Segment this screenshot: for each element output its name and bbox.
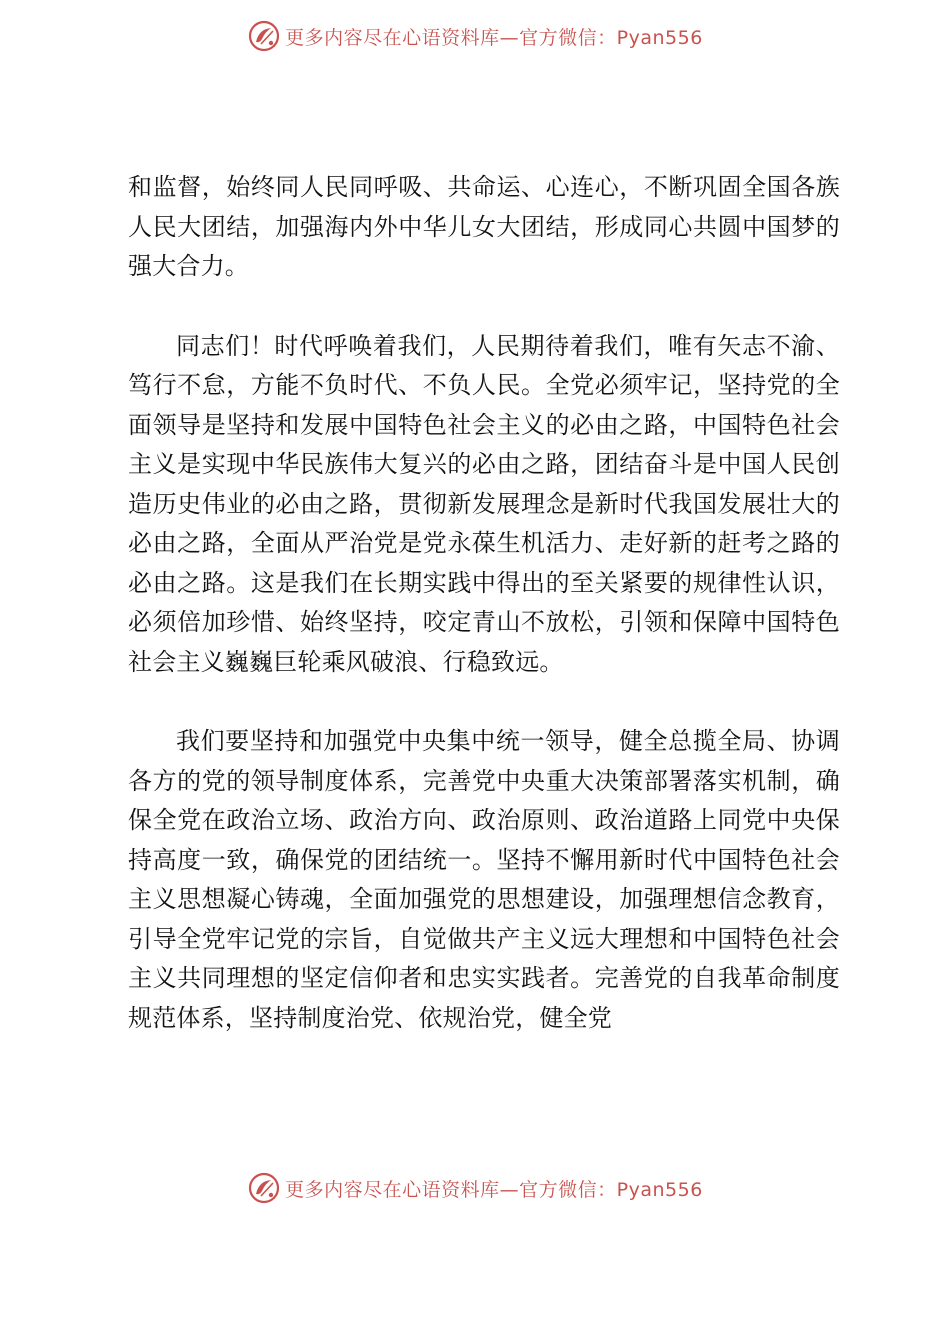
logo-icon	[247, 19, 281, 53]
paragraph-spacer	[128, 287, 840, 327]
footer-banner-text: 更多内容尽在心语资料库—官方微信：Pyan556	[285, 1178, 703, 1201]
paragraph-3: 我们要坚持和加强党中央集中统一领导，健全总揽全局、协调各方的党的领导制度体系，完善党中央重大决策部署落实机制，确保全党在政治立场、政治方向、政治原则、政治道路上同党中央保持高度一致，确保党的团结统一。坚持不懈用新时代中国特色社会主义思想凝心铸魂，全面加强党的思想建设，加强理想信念教育，引导全党牢记党的宗旨，自觉做共产主义远大理想和中国特色社会主义共同理想的坚定信仰者和忠实实践者。完善党的自我革命制度规范体系，坚持制度治党、依规治党，健全党	[128, 727, 840, 1032]
header-banner-text: 更多内容尽在心语资料库—官方微信：Pyan556	[285, 26, 703, 49]
paragraph-spacer	[128, 682, 840, 722]
footer-banner	[0, 1168, 950, 1208]
paragraph-2: 同志们！时代呼唤着我们，人民期待着我们，唯有矢志不渝、笃行不怠，方能不负时代、不负人民。全党必须牢记，坚持党的全面领导是坚持和发展中国特色社会主义的必由之路，中国特色社会主义是实现中华民族伟大复兴的必由之路，团结奋斗是中国人民创造历史伟业的必由之路，贯彻新发展理念是新时代我国发展壮大的必由之路，全面从严治党是党永葆生机活力、走好新的赶考之路的必由之路。这是我们在长期实践中得出的至关紧要的规律性认识，必须倍加珍惜、始终坚持，咬定青山不放松，引领和保障中国特色社会主义巍巍巨轮乘风破浪、行稳致远。	[128, 331, 840, 676]
document-body	[128, 168, 840, 1038]
logo-icon	[247, 1171, 281, 1205]
header-banner	[0, 16, 950, 56]
paragraph-1: 和监督，始终同人民同呼吸、共命运、心连心，不断巩固全国各族人民大团结，加强海内外中华儿女大团结，形成同心共圆中国梦的强大合力。	[128, 173, 840, 280]
